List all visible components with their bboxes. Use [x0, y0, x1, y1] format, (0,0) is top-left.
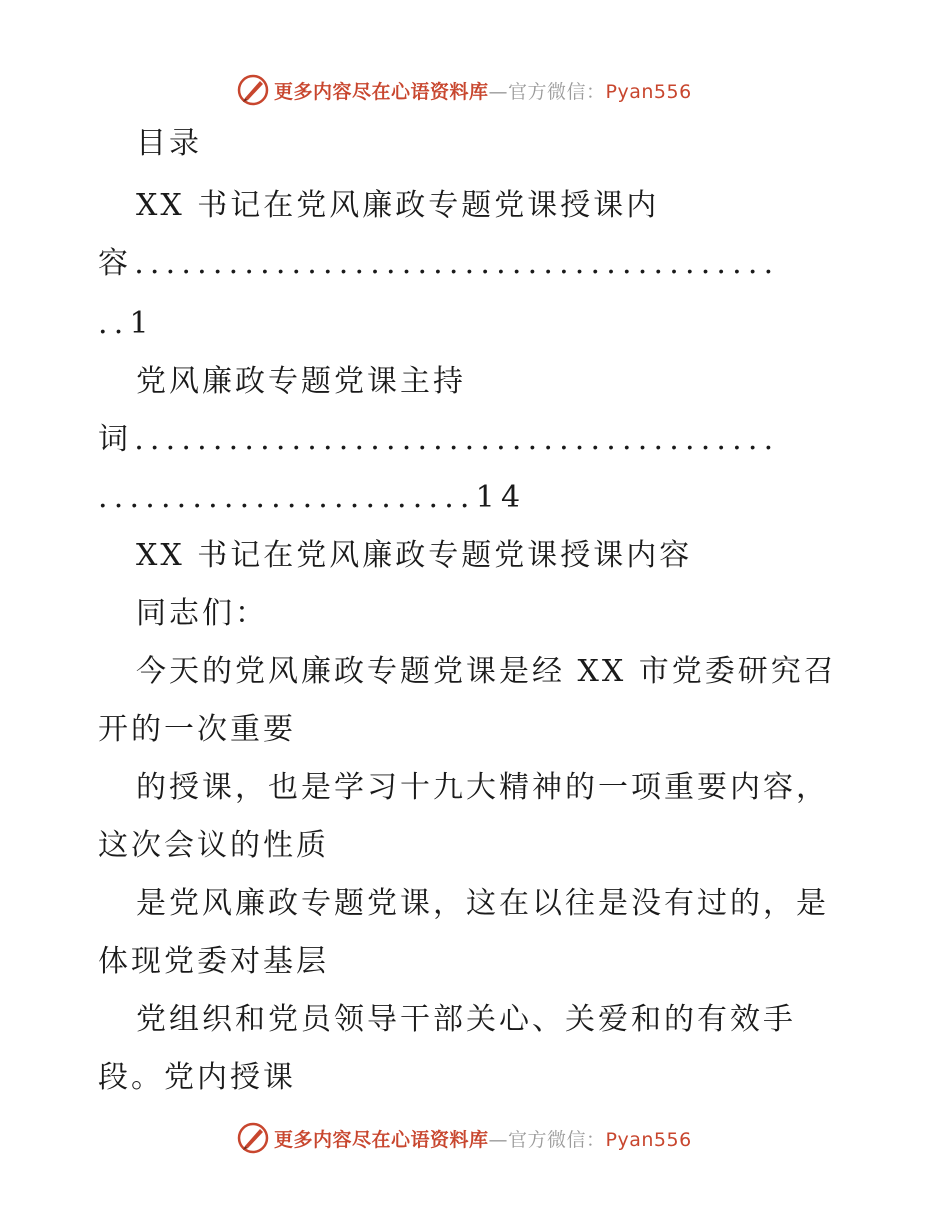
- paragraph-1-line-2: 开的一次重要: [98, 712, 296, 747]
- toc-entry-2-title: 党风廉政专题党课主持: [136, 364, 466, 399]
- paragraph-3-line-2: 体现党委对基层: [98, 944, 329, 979]
- toc-entry-2-leader: 词.........................................: [98, 422, 780, 457]
- header-banner-text: [274, 77, 692, 104]
- toc-entry-2-page: ........................14: [98, 480, 527, 515]
- toc-entry-1-page: ..1: [98, 306, 155, 341]
- banner-dash: —: [488, 1128, 509, 1151]
- paragraph-1-line-1: 今天的党风廉政专题党课是经 XX 市党委研究召: [136, 654, 837, 689]
- pen-circle-logo-icon: [236, 73, 270, 107]
- banner-dash: —: [488, 80, 509, 103]
- paragraph-3-line-1: 是党风廉政专题党课，这在以往是没有过的，是: [136, 886, 829, 921]
- paragraph-4-line-2: 段。党内授课: [98, 1060, 296, 1095]
- banner-account: Pyan556: [605, 1128, 692, 1151]
- toc-entry-1-title: XX 书记在党风廉政专题党课授课内: [136, 188, 660, 223]
- toc-heading: 目录: [136, 126, 202, 161]
- article-title: XX 书记在党风廉政专题党课授课内容: [136, 538, 693, 573]
- banner-official-label: 官方微信：: [508, 80, 606, 103]
- header-banner: [236, 72, 736, 108]
- footer-banner-text: [274, 1125, 692, 1152]
- banner-official-label: 官方微信：: [508, 1128, 606, 1151]
- toc-entry-1-leader: 容.........................................: [98, 246, 780, 281]
- banner-account: Pyan556: [605, 80, 692, 103]
- pen-circle-logo-icon: [236, 1121, 270, 1155]
- banner-main-text: 更多内容尽在心语资料库: [274, 1128, 489, 1151]
- paragraph-4-line-1: 党组织和党员领导干部关心、关爱和的有效手: [136, 1002, 796, 1037]
- footer-banner: [236, 1120, 736, 1156]
- paragraph-2-line-1: 的授课，也是学习十九大精神的一项重要内容，: [136, 770, 829, 805]
- paragraph-2-line-2: 这次会议的性质: [98, 828, 329, 863]
- banner-main-text: 更多内容尽在心语资料库: [274, 80, 489, 103]
- salutation: 同志们：: [136, 596, 268, 631]
